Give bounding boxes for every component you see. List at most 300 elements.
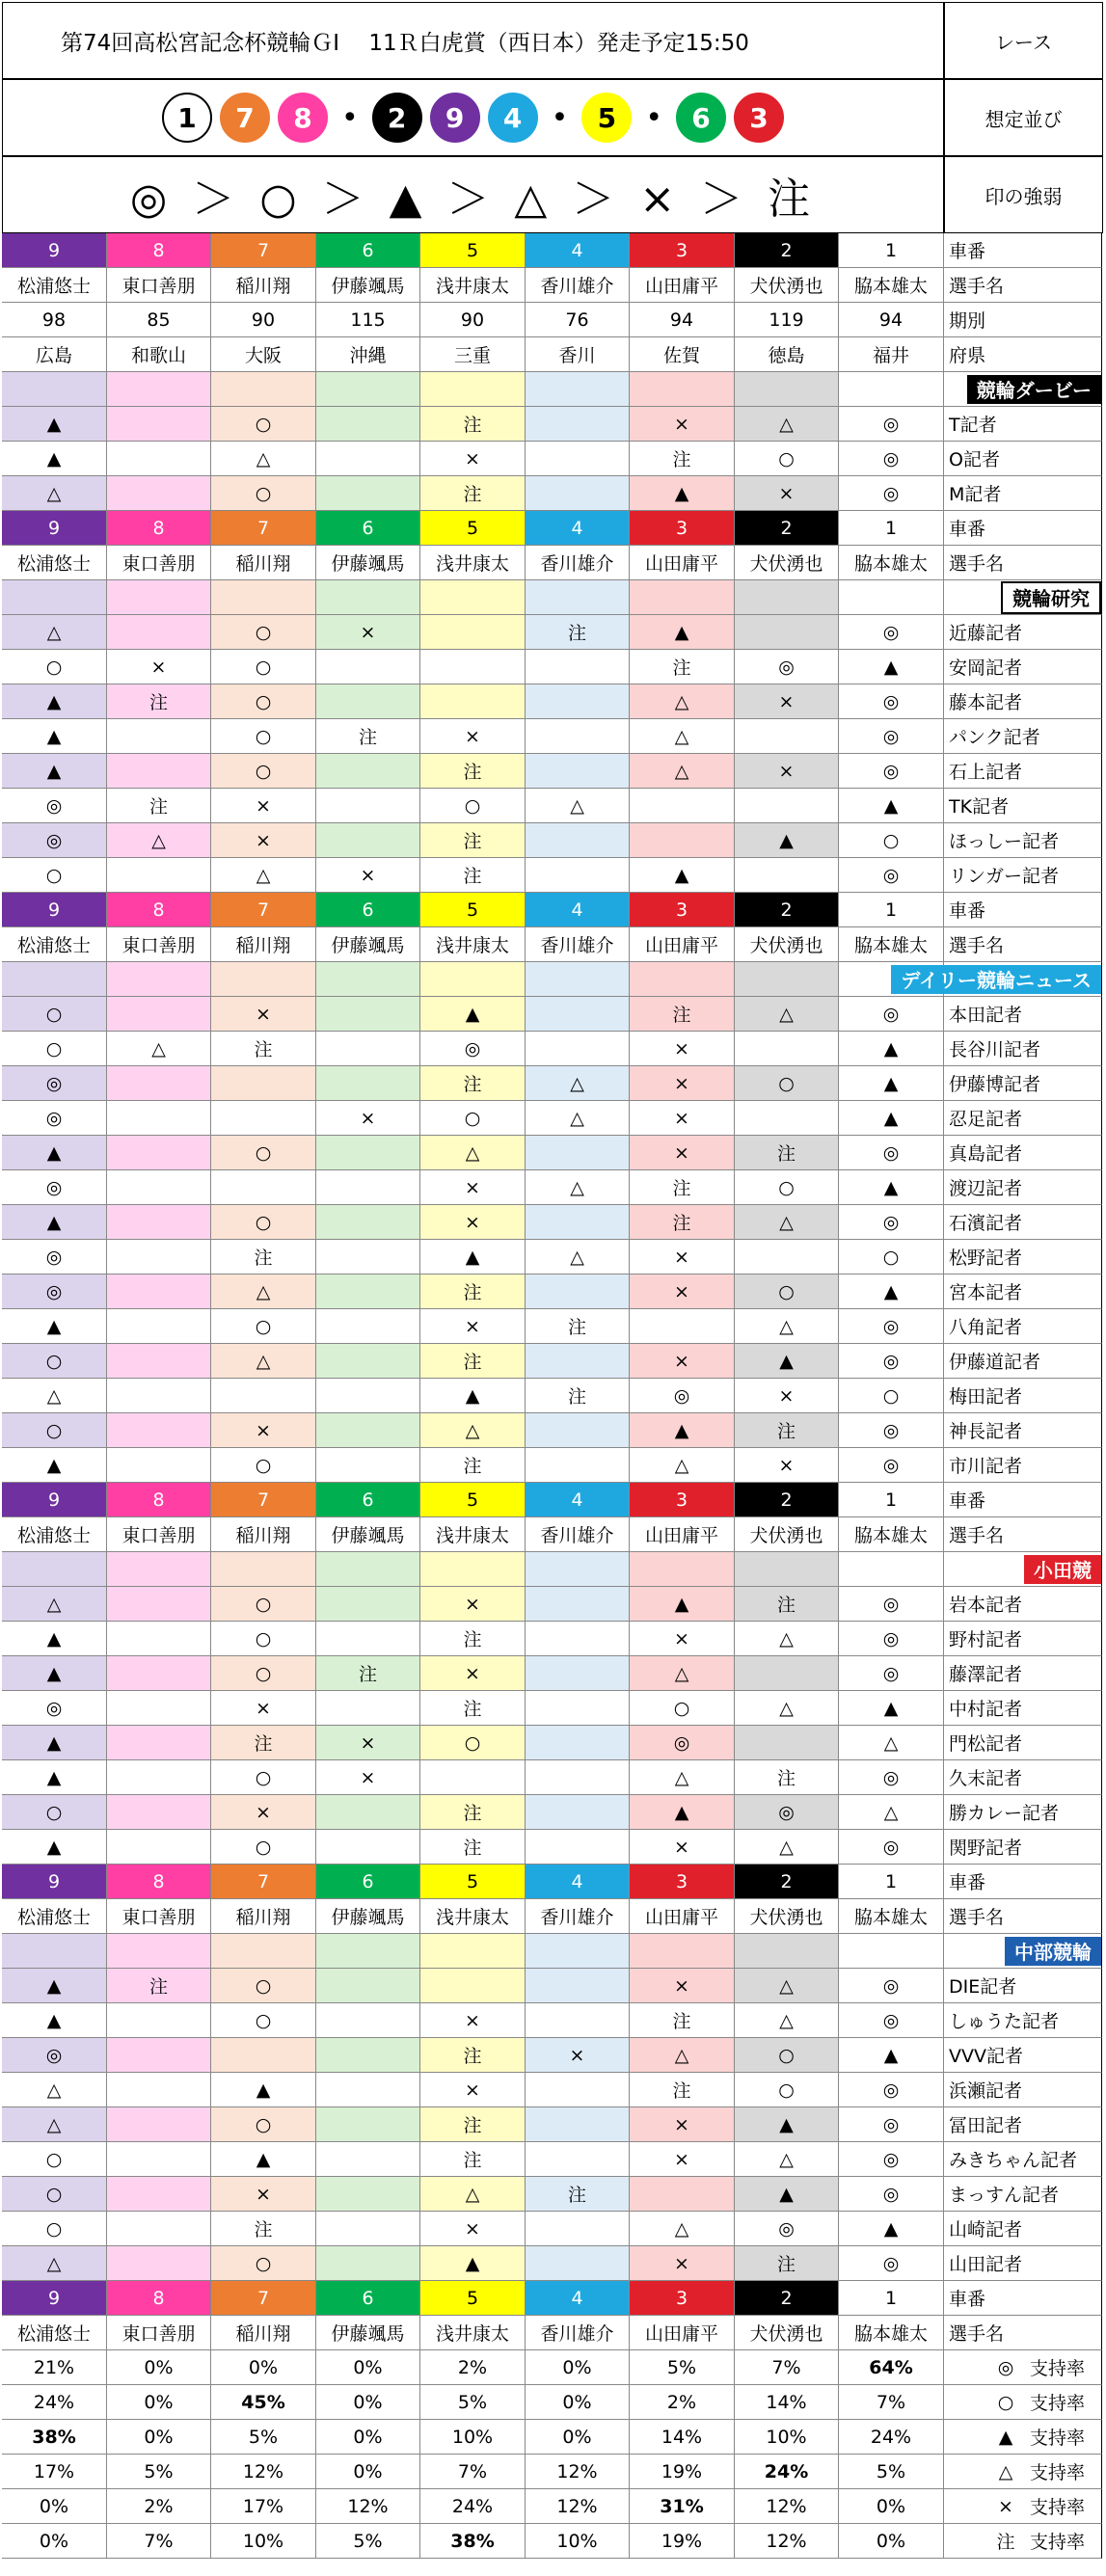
rider-name: 松浦悠士 <box>2 1517 107 1552</box>
rider-name: 香川雄介 <box>526 1899 630 1934</box>
rider-prefecture: 三重 <box>420 337 526 372</box>
mark-cell: ▲ <box>2 754 107 789</box>
rider-name-row <box>2 268 1103 303</box>
reporter-name: 岩本記者 <box>943 1587 1102 1622</box>
mark-cell: △ <box>526 1066 630 1101</box>
support-rate-label <box>943 2385 1102 2420</box>
support-rate-text: 支持率 <box>1030 2532 1086 2553</box>
mark-cell: ▲ <box>839 1032 944 1066</box>
rider-period: 115 <box>316 303 420 337</box>
reporter-row <box>2 1448 1103 1483</box>
mark-cell: × <box>211 997 316 1032</box>
section-logo-row <box>2 962 1103 997</box>
mark-cell <box>526 1344 630 1379</box>
car-number-3: 3 <box>630 893 735 927</box>
mark-cell <box>316 684 420 719</box>
mark-cell: ○ <box>2 1795 107 1830</box>
mark-cell <box>107 1205 211 1240</box>
rider-prefecture: 沖縄 <box>316 337 420 372</box>
rider-prefecture: 福井 <box>839 337 944 372</box>
rider-name: 脇本雄太 <box>839 268 944 303</box>
mark-cell: △ <box>526 1101 630 1136</box>
lineup-chip-4: 4 <box>488 93 538 143</box>
mark-cell: ◎ <box>2 2038 107 2073</box>
rider-prefecture: 香川 <box>526 337 630 372</box>
mark-cell: △ <box>630 754 735 789</box>
mark-cell: ○ <box>211 650 316 684</box>
mark-cell: × <box>420 1170 526 1205</box>
mark-cell <box>107 858 211 893</box>
mark-cell: ▲ <box>839 1275 944 1309</box>
mark-cell: × <box>630 407 735 442</box>
mark-cell: ▲ <box>735 1344 839 1379</box>
rider-name: 浅井康太 <box>420 546 526 580</box>
car-number-3: 3 <box>630 233 735 268</box>
mark-cell <box>316 1170 420 1205</box>
mark-cell <box>316 1136 420 1170</box>
mark-cell <box>211 1101 316 1136</box>
mark-cell: × <box>420 1656 526 1691</box>
support-rate-value: 10% <box>211 2524 316 2559</box>
support-rate-value: 14% <box>630 2420 735 2455</box>
support-rate-row <box>2 2524 1103 2559</box>
mark-cell: △ <box>735 1205 839 1240</box>
mark-cell <box>107 1760 211 1795</box>
support-rate-value: 38% <box>420 2524 526 2559</box>
blank-cell <box>839 1552 944 1587</box>
mark-cell: 注 <box>630 442 735 476</box>
media-logo: デイリー競輪ニュース <box>891 965 1101 994</box>
reporter-row <box>2 1101 1103 1136</box>
rider-name: 松浦悠士 <box>2 2316 107 2350</box>
support-rate-label <box>943 2350 1102 2385</box>
support-rate-value: 24% <box>735 2455 839 2489</box>
lineup-separator: • <box>551 100 569 135</box>
mark-cell <box>526 1448 630 1483</box>
mark-cell <box>526 1622 630 1656</box>
car-number-4: 4 <box>526 511 630 546</box>
car-number-3: 3 <box>630 2281 735 2316</box>
mark-cell: ▲ <box>630 615 735 650</box>
mark-cell: × <box>630 1240 735 1275</box>
rider-prefecture: 和歌山 <box>107 337 211 372</box>
rider-name: 浅井康太 <box>420 927 526 962</box>
mark-cell: ○ <box>211 1830 316 1865</box>
mark-cell: 注 <box>630 1170 735 1205</box>
mark-cell: × <box>420 2073 526 2107</box>
rider-name: 脇本雄太 <box>839 2316 944 2350</box>
mark-cell <box>107 1136 211 1170</box>
mark-cell <box>316 1309 420 1344</box>
support-rate-value: 12% <box>526 2455 630 2489</box>
support-rate-row <box>2 2489 1103 2524</box>
reporter-row <box>2 754 1103 789</box>
support-rate-value: 0% <box>107 2350 211 2385</box>
mark-cell: ▲ <box>839 1170 944 1205</box>
mark-cell: ◎ <box>839 2177 944 2212</box>
support-mark: ▲ <box>998 2426 1013 2448</box>
car-number-3: 3 <box>630 1483 735 1517</box>
car-number-1: 1 <box>839 233 944 268</box>
mark-cell <box>107 1448 211 1483</box>
car-number-5: 5 <box>420 2281 526 2316</box>
car-number-7: 7 <box>211 1483 316 1517</box>
blank-cell <box>839 580 944 615</box>
mark-cell: 注 <box>735 2246 839 2281</box>
rider-name: 東口善朋 <box>107 546 211 580</box>
mark-cell: △ <box>2 2246 107 2281</box>
mark-cell <box>316 2212 420 2246</box>
reporter-row <box>2 2107 1103 2142</box>
mark-cell <box>316 1587 420 1622</box>
rider-period: 90 <box>420 303 526 337</box>
mark-cell: △ <box>839 1726 944 1760</box>
reporter-name: 伊藤博記者 <box>943 1066 1102 1101</box>
marks-strength-label: 印の強弱 <box>944 156 1103 233</box>
mark-cell: ○ <box>2 858 107 893</box>
mark-cell: ○ <box>420 789 526 823</box>
rider-name: 脇本雄太 <box>839 1899 944 1934</box>
support-rate-label <box>943 2455 1102 2489</box>
mark-cell <box>107 1726 211 1760</box>
car-number-4: 4 <box>526 1865 630 1899</box>
car-number-label: 車番 <box>943 1865 1102 1899</box>
support-rate-value: 17% <box>2 2455 107 2489</box>
mark-cell: × <box>630 1622 735 1656</box>
mark-cell: 注 <box>420 1275 526 1309</box>
reporter-name: VVV記者 <box>943 2038 1102 2073</box>
rider-name: 伊藤颯馬 <box>316 927 420 962</box>
mark-cell: △ <box>735 1969 839 2003</box>
car-number-5: 5 <box>420 893 526 927</box>
rider-name-label: 選手名 <box>943 1517 1102 1552</box>
support-rate-value: 38% <box>2 2420 107 2455</box>
mark-cell: 注 <box>107 1969 211 2003</box>
blank-cell <box>630 1934 735 1969</box>
mark-cell: ○ <box>211 407 316 442</box>
blank-cell <box>420 962 526 997</box>
mark-cell <box>526 1795 630 1830</box>
reporter-row <box>2 2142 1103 2177</box>
mark-cell: ○ <box>2 2212 107 2246</box>
rider-name-row <box>2 546 1103 580</box>
mark-cell: ◎ <box>2 1170 107 1205</box>
mark-cell <box>107 997 211 1032</box>
mark-cell: × <box>630 1066 735 1101</box>
support-rate-value: 0% <box>526 2385 630 2420</box>
mark-cell: × <box>211 823 316 858</box>
mark-cell <box>526 2212 630 2246</box>
mark-cell: ◎ <box>839 2073 944 2107</box>
mark-cell: ○ <box>2 650 107 684</box>
support-rate-text: 支持率 <box>1030 2428 1086 2449</box>
support-rate-value: 0% <box>2 2489 107 2524</box>
support-rate-value: 0% <box>526 2350 630 2385</box>
mark-cell: ◎ <box>735 1795 839 1830</box>
mark-cell: ◎ <box>839 997 944 1032</box>
mark-cell: ◎ <box>839 2246 944 2281</box>
rider-period: 76 <box>526 303 630 337</box>
blank-cell <box>211 1934 316 1969</box>
mark-cell <box>107 407 211 442</box>
mark-cell <box>316 1379 420 1413</box>
reporter-name: 本田記者 <box>943 997 1102 1032</box>
mark-cell <box>316 1622 420 1656</box>
support-rate-value: 0% <box>316 2420 420 2455</box>
mark-cell <box>316 1032 420 1066</box>
car-number-row <box>2 1865 1103 1899</box>
mark-cell: △ <box>735 997 839 1032</box>
mark-cell: 注 <box>211 2212 316 2246</box>
mark-cell <box>211 2038 316 2073</box>
rider-prefecture: 広島 <box>2 337 107 372</box>
support-rate-value: 12% <box>526 2489 630 2524</box>
mark-cell: ▲ <box>839 1101 944 1136</box>
support-rate-value: 5% <box>420 2385 526 2420</box>
mark-cell: 注 <box>316 1656 420 1691</box>
rider-name: 東口善朋 <box>107 268 211 303</box>
mark-cell: × <box>420 442 526 476</box>
support-rate-value: 14% <box>735 2385 839 2420</box>
car-number-3: 3 <box>630 511 735 546</box>
blank-cell <box>630 962 735 997</box>
race-label: レース <box>944 2 1103 79</box>
car-number-8: 8 <box>107 1483 211 1517</box>
car-number-5: 5 <box>420 1865 526 1899</box>
support-rate-value: 45% <box>211 2385 316 2420</box>
support-rate-value: 12% <box>211 2455 316 2489</box>
support-rate-value: 0% <box>107 2385 211 2420</box>
blank-cell <box>735 372 839 407</box>
lineup-chip-6: 6 <box>676 93 726 143</box>
mark-cell: ◎ <box>839 442 944 476</box>
mark-cell: 注 <box>107 789 211 823</box>
mark-cell <box>420 684 526 719</box>
blank-cell <box>2 1552 107 1587</box>
mark-cell <box>316 1969 420 2003</box>
lineup-chip-3: 3 <box>734 93 784 143</box>
mark-cell: △ <box>107 823 211 858</box>
mark-cell: 注 <box>630 650 735 684</box>
mark-cell: 注 <box>630 2003 735 2038</box>
reporter-row <box>2 1587 1103 1622</box>
mark-cell: 注 <box>735 1760 839 1795</box>
blank-cell <box>107 1552 211 1587</box>
mark-cell: △ <box>630 1448 735 1483</box>
mark-cell <box>107 1379 211 1413</box>
mark-cell <box>526 719 630 754</box>
rider-name: 稲川翔 <box>211 927 316 962</box>
mark-cell: △ <box>735 407 839 442</box>
rider-name-row <box>2 1899 1103 1934</box>
mark-cell: × <box>211 2177 316 2212</box>
blank-cell <box>420 580 526 615</box>
reporter-row <box>2 1656 1103 1691</box>
car-number-5: 5 <box>420 511 526 546</box>
mark-cell: × <box>316 1760 420 1795</box>
mark-cell: 注 <box>420 1066 526 1101</box>
mark-cell <box>526 1587 630 1622</box>
support-rate-value: 7% <box>107 2524 211 2559</box>
reporter-name: 神長記者 <box>943 1413 1102 1448</box>
mark-cell <box>526 2073 630 2107</box>
reporter-row <box>2 476 1103 511</box>
rider-name-row <box>2 927 1103 962</box>
support-rate-text: 支持率 <box>1030 2393 1086 2414</box>
blank-cell <box>211 962 316 997</box>
rider-name: 稲川翔 <box>211 1517 316 1552</box>
mark-cell <box>107 1413 211 1448</box>
section-logo-row <box>2 1934 1103 1969</box>
rider-name: 山田庸平 <box>630 1899 735 1934</box>
section-logo-cell <box>943 372 1102 407</box>
mark-cell: ▲ <box>630 1587 735 1622</box>
car-number-7: 7 <box>211 1865 316 1899</box>
mark-cell: × <box>630 1136 735 1170</box>
mark-cell: △ <box>735 2003 839 2038</box>
mark-cell <box>735 1656 839 1691</box>
mark-cell: △ <box>107 1032 211 1066</box>
mark-cell: 注 <box>420 754 526 789</box>
mark-cell: ○ <box>735 2038 839 2073</box>
car-number-7: 7 <box>211 511 316 546</box>
reporter-name: 藤澤記者 <box>943 1656 1102 1691</box>
mark-cell <box>107 2142 211 2177</box>
mark-cell <box>316 997 420 1032</box>
mark-cell <box>526 407 630 442</box>
support-rate-value: 31% <box>630 2489 735 2524</box>
rider-name: 山田庸平 <box>630 546 735 580</box>
lineup-separator: • <box>645 100 663 135</box>
support-rate-value: 24% <box>420 2489 526 2524</box>
media-logo: 競輪研究 <box>1001 581 1101 614</box>
mark-cell: ◎ <box>2 789 107 823</box>
support-rate-value: 17% <box>211 2489 316 2524</box>
mark-cell: 注 <box>420 1691 526 1726</box>
mark-cell: 注 <box>211 1032 316 1066</box>
mark-cell: △ <box>526 1170 630 1205</box>
mark-cell <box>420 615 526 650</box>
rider-name: 山田庸平 <box>630 927 735 962</box>
mark-cell <box>630 823 735 858</box>
mark-cell: △ <box>2 2073 107 2107</box>
mark-cell: ◎ <box>839 1309 944 1344</box>
support-rate-value: 0% <box>2 2524 107 2559</box>
mark-cell: ○ <box>2 1344 107 1379</box>
mark-cell <box>107 442 211 476</box>
mark-cell: ◎ <box>839 858 944 893</box>
mark-cell <box>735 789 839 823</box>
support-mark: ◎ <box>997 2356 1014 2378</box>
mark-cell <box>526 1830 630 1865</box>
car-number-9: 9 <box>2 233 107 268</box>
mark-cell <box>526 442 630 476</box>
mark-cell: ◎ <box>839 754 944 789</box>
support-rate-value: 24% <box>2 2385 107 2420</box>
mark-cell: △ <box>2 2107 107 2142</box>
mark-cell: △ <box>2 476 107 511</box>
mark-cell: 注 <box>735 1587 839 1622</box>
mark-cell: × <box>316 858 420 893</box>
mark-cell: ○ <box>420 1726 526 1760</box>
mark-cell: ○ <box>2 1413 107 1448</box>
reporter-name: 市川記者 <box>943 1448 1102 1483</box>
rider-name: 犬伏湧也 <box>735 927 839 962</box>
rider-name: 松浦悠士 <box>2 1899 107 1934</box>
support-rate-row <box>2 2420 1103 2455</box>
support-rate-row <box>2 2350 1103 2385</box>
support-rate-label <box>943 2420 1102 2455</box>
mark-cell: × <box>211 1795 316 1830</box>
mark-cell <box>735 1101 839 1136</box>
reporter-row <box>2 1240 1103 1275</box>
mark-cell: ○ <box>211 615 316 650</box>
reporter-name: 八角記者 <box>943 1309 1102 1344</box>
mark-cell: ○ <box>211 719 316 754</box>
period-label: 期別 <box>943 303 1102 337</box>
support-mark: ○ <box>997 2391 1014 2413</box>
rider-name: 伊藤颯馬 <box>316 1517 420 1552</box>
mark-cell: ▲ <box>211 2073 316 2107</box>
mark-cell <box>316 754 420 789</box>
reporter-row <box>2 2038 1103 2073</box>
car-number-row <box>2 1483 1103 1517</box>
rider-name: 松浦悠士 <box>2 546 107 580</box>
mark-cell: × <box>630 1830 735 1865</box>
rider-name: 山田庸平 <box>630 2316 735 2350</box>
support-rate-value: 0% <box>839 2489 944 2524</box>
mark-cell: 注 <box>526 615 630 650</box>
mark-cell: 注 <box>420 823 526 858</box>
rider-name: 伊藤颯馬 <box>316 2316 420 2350</box>
blank-cell <box>2 962 107 997</box>
mark-cell <box>735 1032 839 1066</box>
mark-cell: △ <box>2 1379 107 1413</box>
car-number-7: 7 <box>211 893 316 927</box>
mark-cell: △ <box>420 1136 526 1170</box>
prefecture-row <box>2 337 1103 372</box>
reporter-name: 長谷川記者 <box>943 1032 1102 1066</box>
blank-cell <box>630 372 735 407</box>
rider-period: 85 <box>107 303 211 337</box>
support-rate-value: 19% <box>630 2524 735 2559</box>
reporter-row <box>2 1275 1103 1309</box>
blank-cell <box>316 962 420 997</box>
mark-cell: ◎ <box>839 719 944 754</box>
car-number-row <box>2 2281 1103 2316</box>
mark-cell <box>316 823 420 858</box>
section-logo-row <box>2 580 1103 615</box>
reporter-row <box>2 1726 1103 1760</box>
marks-order: ◎ ＞ ○ ＞ ▲ ＞ △ ＞ × ＞ 注 <box>2 156 944 233</box>
mark-cell <box>316 2246 420 2281</box>
section-logo-cell <box>943 1552 1102 1587</box>
mark-cell <box>107 1795 211 1830</box>
rider-name-row <box>2 1517 1103 1552</box>
support-rate-value: 5% <box>316 2524 420 2559</box>
support-rate-text: 支持率 <box>1030 2358 1086 2379</box>
lineup-chip-5: 5 <box>581 93 632 143</box>
mark-cell <box>107 1066 211 1101</box>
car-number-4: 4 <box>526 233 630 268</box>
blank-cell <box>735 580 839 615</box>
reporter-row <box>2 2073 1103 2107</box>
car-number-6: 6 <box>316 511 420 546</box>
blank-cell <box>630 580 735 615</box>
mark-cell: 注 <box>526 2177 630 2212</box>
mark-cell: ○ <box>211 1136 316 1170</box>
mark-cell: △ <box>526 1240 630 1275</box>
